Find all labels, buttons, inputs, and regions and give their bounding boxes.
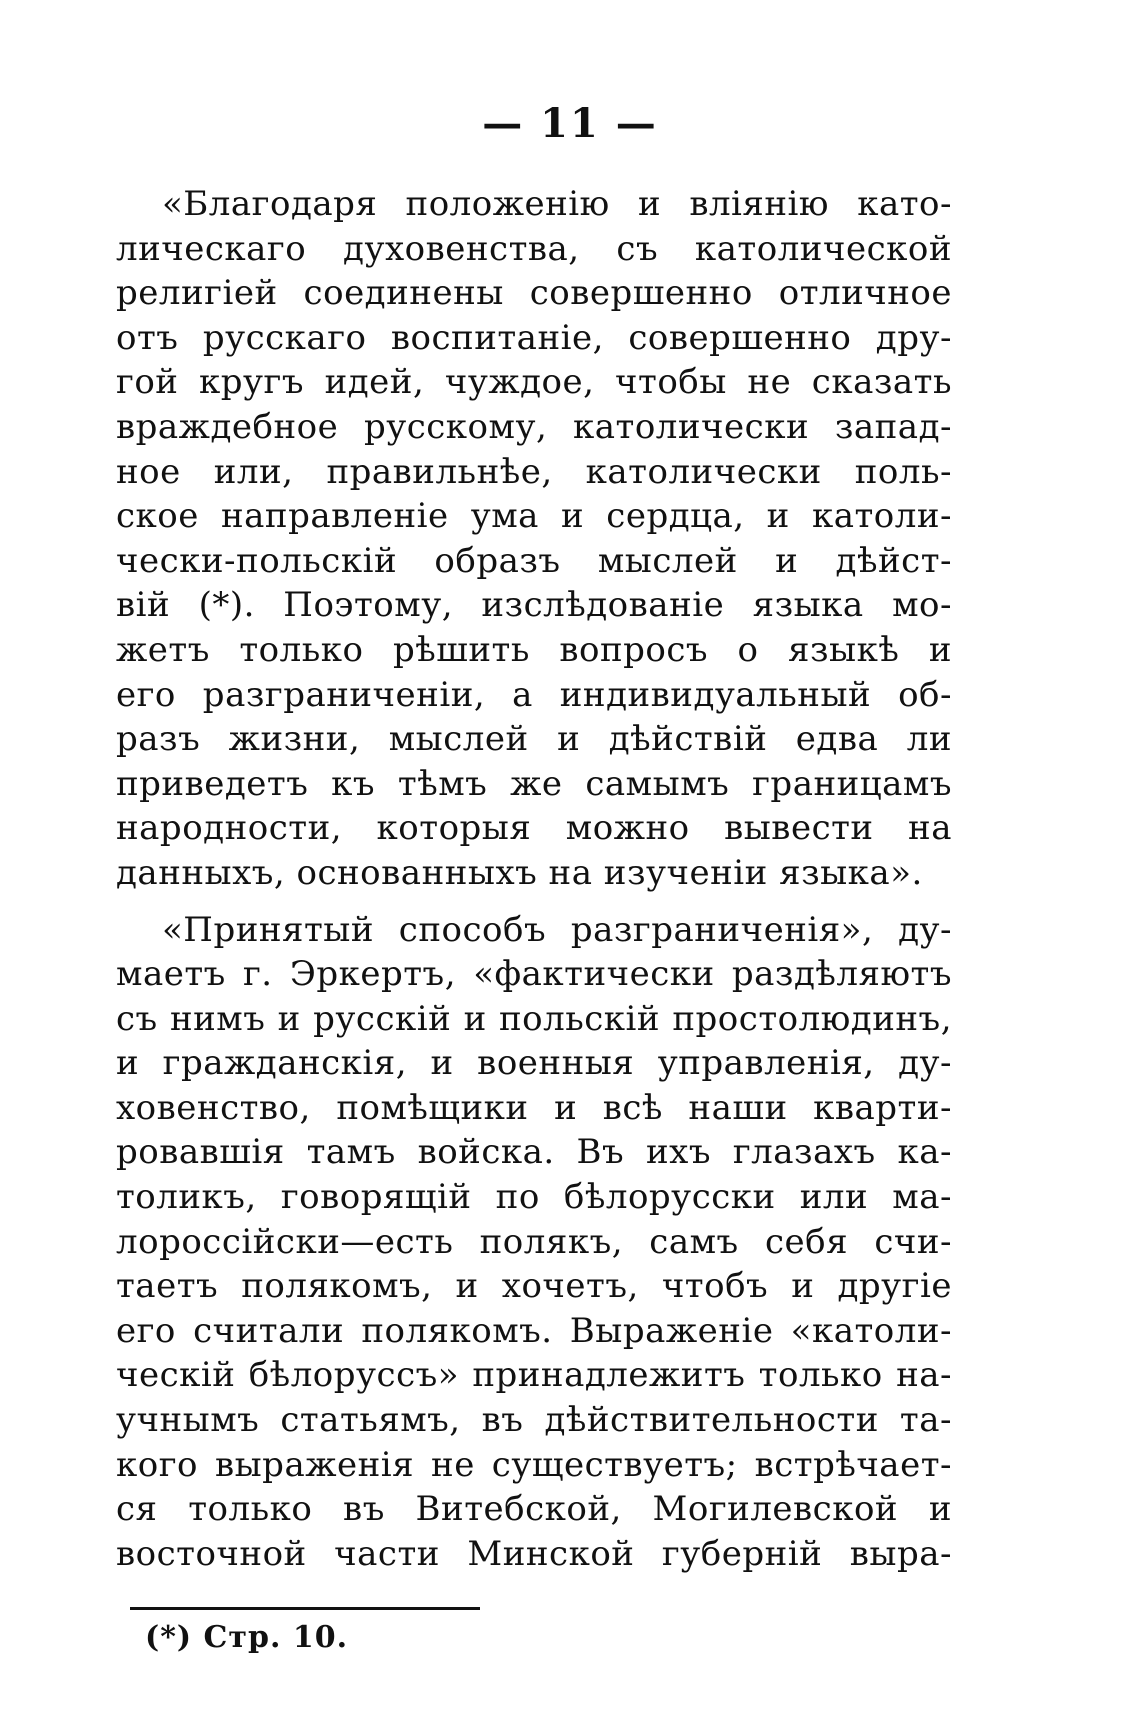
text-line: ское направленіе ума и сердца, и католи- (116, 496, 952, 537)
text-line: ся только въ Витебской, Могилевской и (116, 1489, 952, 1530)
text-line: вій (*). Поэтому, изслѣдованіе языка мо- (116, 585, 952, 626)
text-line: враждебное русскому, католически запад- (116, 406, 952, 447)
body-text (116, 182, 952, 1576)
text-line: ровавшія тамъ войска. Въ ихъ глазахъ ка- (116, 1132, 952, 1173)
text-line: его разграниченіи, а индивидуальный об- (116, 674, 952, 715)
text-line: лороссійски—есть полякъ, самъ себя счи- (116, 1221, 952, 1262)
text-line: отъ русскаго воспитаніе, совершенно дру- (116, 317, 952, 358)
text-line: жетъ только рѣшить вопросъ о языкѣ и (116, 629, 952, 670)
text-line: данныхъ, основанныхъ на изученіи языка». (116, 852, 923, 893)
text-line: учнымъ статьямъ, въ дѣйствительности та- (116, 1400, 952, 1441)
paragraph-2 (116, 908, 952, 1577)
text-line: таетъ полякомъ, и хочетъ, чтобъ и другіе (116, 1266, 952, 1307)
page-number: — 11 — (482, 100, 658, 147)
text-line: разъ жизни, мыслей и дѣйствій едва ли (116, 719, 952, 760)
text-line: гой кругъ идей, чуждое, чтобы не сказать (116, 362, 952, 403)
text-line: ное или, правильнѣе, католически поль- (116, 451, 952, 492)
text-line: и гражданскія, и военныя управленія, ду- (116, 1043, 952, 1084)
text-line: религіей соединены совершенно отличное (116, 273, 952, 314)
text-line: его считали полякомъ. Выраженіе «католи- (116, 1310, 952, 1351)
text-line: «Благодаря положенію и вліянію като- (162, 184, 952, 224)
text-line: чески-польскій образъ мыслей и дѣйст- (116, 540, 952, 581)
text-line: толикъ, говорящій по бѣлорусски или ма- (116, 1177, 952, 1218)
text-line: лическаго духовенства, съ католической (116, 228, 952, 269)
text-line: маетъ г. Эркертъ, «фактически раздѣляютъ (116, 954, 952, 995)
text-line: съ нимъ и русскій и польскій простолюдинъ, (116, 998, 952, 1039)
text-line: восточной части Минской губерній выра- (116, 1533, 952, 1574)
text-line: «Принятый способъ разграниченія», ду- (162, 909, 952, 950)
paragraph-gap (116, 896, 952, 908)
text-line: ческій бѣлоруссъ» принадлежитъ только на- (116, 1355, 952, 1396)
text-line: приведетъ къ тѣмъ же самымъ границамъ (116, 763, 952, 804)
paragraph-1 (116, 182, 952, 896)
footnote: (*) Стр. 10. (145, 1620, 349, 1655)
text-line: ховенство, помѣщики и всѣ наши кварти- (116, 1087, 952, 1128)
text-line: народности, которыя можно вывести на (116, 808, 952, 849)
text-line: кого выраженія не существуетъ; встрѣчает- (116, 1444, 952, 1485)
footnote-divider (130, 1607, 480, 1610)
